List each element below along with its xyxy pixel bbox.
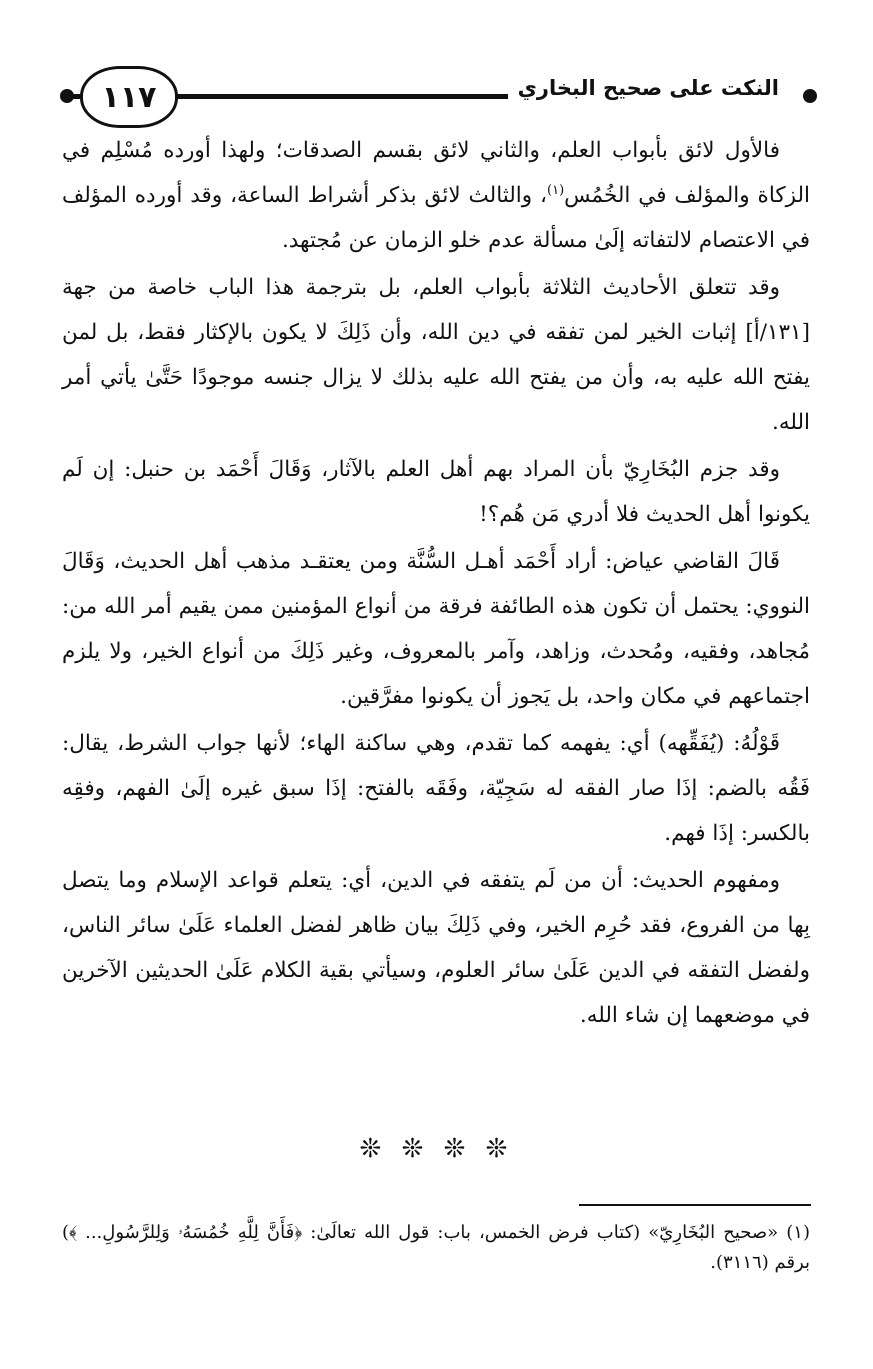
footnote-1: (١) «صحيح البُخَارِيّ» (كتاب فرض الخمس، باب: قول الله تعالَىٰ: ﴿فَأَنَّ لِلَّهِ خُمُسَهُۥ وَلِلرَّسُولِ... ﴾) برقم (٣١١٦). bbox=[62, 1222, 810, 1273]
paragraph-5: قَوْلُهُ: (يُفَقِّهه) أي: يفهمه كما تقدم، وهي ساكنة الهاء؛ لأنها جواب الشرط، يقال: فَقُه بالضم: إذَا صار الفقه له سَجِيّة، وفَقَه بالفتح: إذَا سبق غيره إلَىٰ الفهم، وفقِه بالكسر: إذَا فهم. bbox=[62, 731, 810, 846]
paragraph-2: وقد تتعلق الأحاديث الثلاثة بأبواب العلم، بل بترجمة هذا الباب خاصة من جهة [١٣١/أ] إثبات الخير لمن تفقه في دين الله، وأن ذَلِكَ لا يكون بالإكثار فقط، بل لمن يفتح الله عليه به، وأن من يفتح الله عليه بذلك لا يزال جنسه موجودًا حَتَّىٰ يأتي أمر الله. bbox=[62, 275, 810, 435]
paragraph-6: ومفهوم الحديث: أن من لَم يتفقه في الدين، أي: يتعلم قواعد الإسلام وما يتصل بِها من الفروع، فقد حُرِم الخير، وفي ذَلِكَ بيان ظاهر لفضل العلماء عَلَىٰ سائر الناس، ولفضل التفقه في الدين عَلَىٰ سائر العلوم، وسيأتي بقية الكلام عَلَىٰ الحديثين الآخرين في موضعهما إن شاء الله. bbox=[62, 868, 810, 1028]
paragraph-1 bbox=[62, 128, 810, 263]
paragraph-1-text-a: فالأول لائق بأبواب العلم، والثاني لائق بقسم الصدقات؛ ولهذا أورده مُسْلِم في الزكاة والمؤلف في الخُمُس bbox=[62, 138, 810, 208]
paragraph-3: وقد جزم البُخَارِيّ بأن المراد بهم أهل العلم بالآثار، وَقَالَ أَحْمَد بن حنبل: إن لَم يكونوا أهل الحديث فلا أدري مَن هُم؟! bbox=[62, 457, 810, 527]
footnotes bbox=[62, 1218, 810, 1278]
page-number: ١١٧ bbox=[80, 66, 178, 128]
main-text bbox=[62, 128, 810, 1038]
paragraph-1-text-b: ، والثالث لائق بذكر أشراط الساعة، وقد أورده المؤلف في الاعتصام لالتفاته إلَىٰ مسألة عدم خلو الزمان عن مُجتهد. bbox=[62, 183, 810, 253]
paragraph-4: قَالَ القاضي عياض: أراد أَحْمَد أهـل السُّنَّة ومن يعتقـد مذهب أهل الحديث، وَقَالَ النووي: يحتمل أن تكون هذه الطائفة فرقة من أنواع المؤمنين ممن يقيم أمر الله من: مُجاهد، وفقيه، ومُحدث، وزاهد، وآمر بالمعروف، وغير ذَلِكَ من أنواع الخير، ولا يلزم اجتماعهم في مكان واحد، بل يَجوز أن يكونوا مفرَّقين. bbox=[62, 549, 810, 709]
header-right-dot bbox=[803, 89, 817, 103]
section-ornament: ❊ ❊ ❊ ❊ bbox=[359, 1134, 514, 1164]
footnote-rule bbox=[579, 1204, 811, 1206]
running-title: النكت على صحيح البخاري bbox=[508, 76, 789, 100]
footnote-reference[interactable]: (١) bbox=[547, 182, 565, 198]
